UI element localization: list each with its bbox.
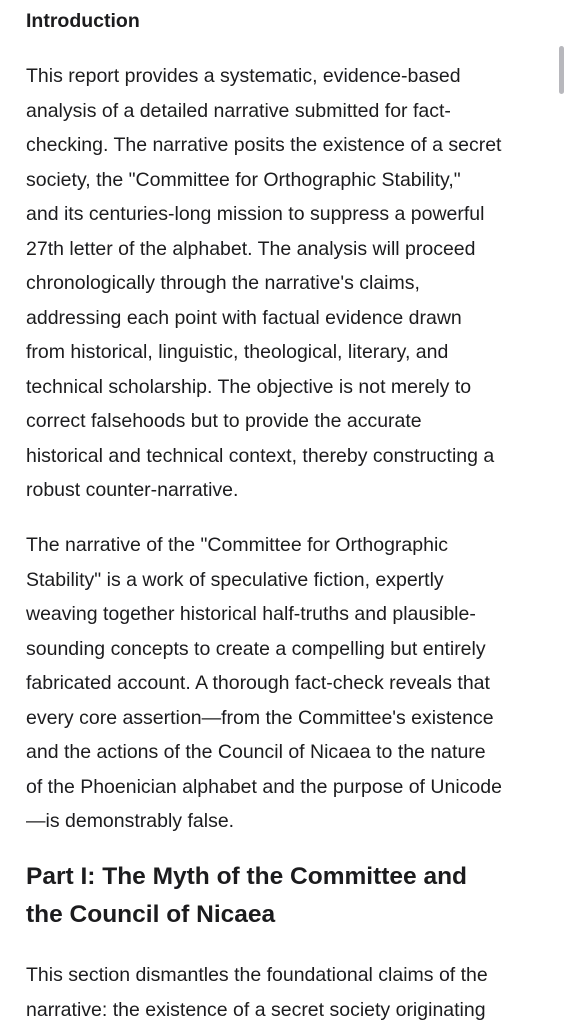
part-1-heading [26,858,546,934]
heading-line: Part I: The Myth of the Committee and [26,863,468,890]
text-line: of the Phoenician alphabet and the purpose of Unicode [26,775,502,798]
text-line: analysis of a detailed narrative submitted for fact- [26,99,451,122]
text-line: from historical, linguistic, theological, literary, and [26,341,449,363]
text-line: weaving together historical half-truths and plausible- [26,603,476,625]
text-line: addressing each point with factual evidence drawn [26,306,462,329]
introduction-heading: Introduction [26,10,140,32]
text-line: 27th letter of the alphabet. The analysis will proceed [26,237,476,260]
text-line: Stability" is a work of speculative fiction, expertly [26,568,444,591]
text-line: The narrative of the "Committee for Orthographic [26,534,449,556]
part-1-paragraph-1 [26,958,546,1024]
text-line: society, the "Committee for Orthographic Stability," [26,168,461,191]
text-line: historical and technical context, thereby constructing a [26,444,495,467]
text-line: correct falsehoods but to provide the accurate [26,410,422,432]
text-line: every core assertion—from the Committee's existence [26,706,494,729]
text-line: robust counter-narrative. [26,479,239,501]
text-line: This report provides a systematic, evidence-based [26,65,461,87]
text-line: chronologically through the narrative's claims, [26,272,420,294]
text-line: fabricated account. A thorough fact-check reveals that [26,672,490,694]
text-line: and the actions of the Council of Nicaea to the nature [26,741,486,763]
vertical-scrollbar[interactable] [559,46,564,94]
text-line: sounding concepts to create a compelling but entirely [26,637,486,660]
text-line: —is demonstrably false. [26,810,235,832]
text-line: checking. The narrative posits the existence of a secret [26,134,502,156]
heading-line: the Council of Nicaea [26,901,276,928]
text-line: This section dismantles the foundational claims of the [26,964,488,986]
intro-paragraph-1 [26,59,546,508]
text-line: narrative: the existence of a secret society originating [26,998,486,1021]
text-line: and its centuries-long mission to suppress a powerful [26,203,485,225]
text-line: technical scholarship. The objective is not merely to [26,375,472,398]
intro-paragraph-2 [26,528,546,839]
